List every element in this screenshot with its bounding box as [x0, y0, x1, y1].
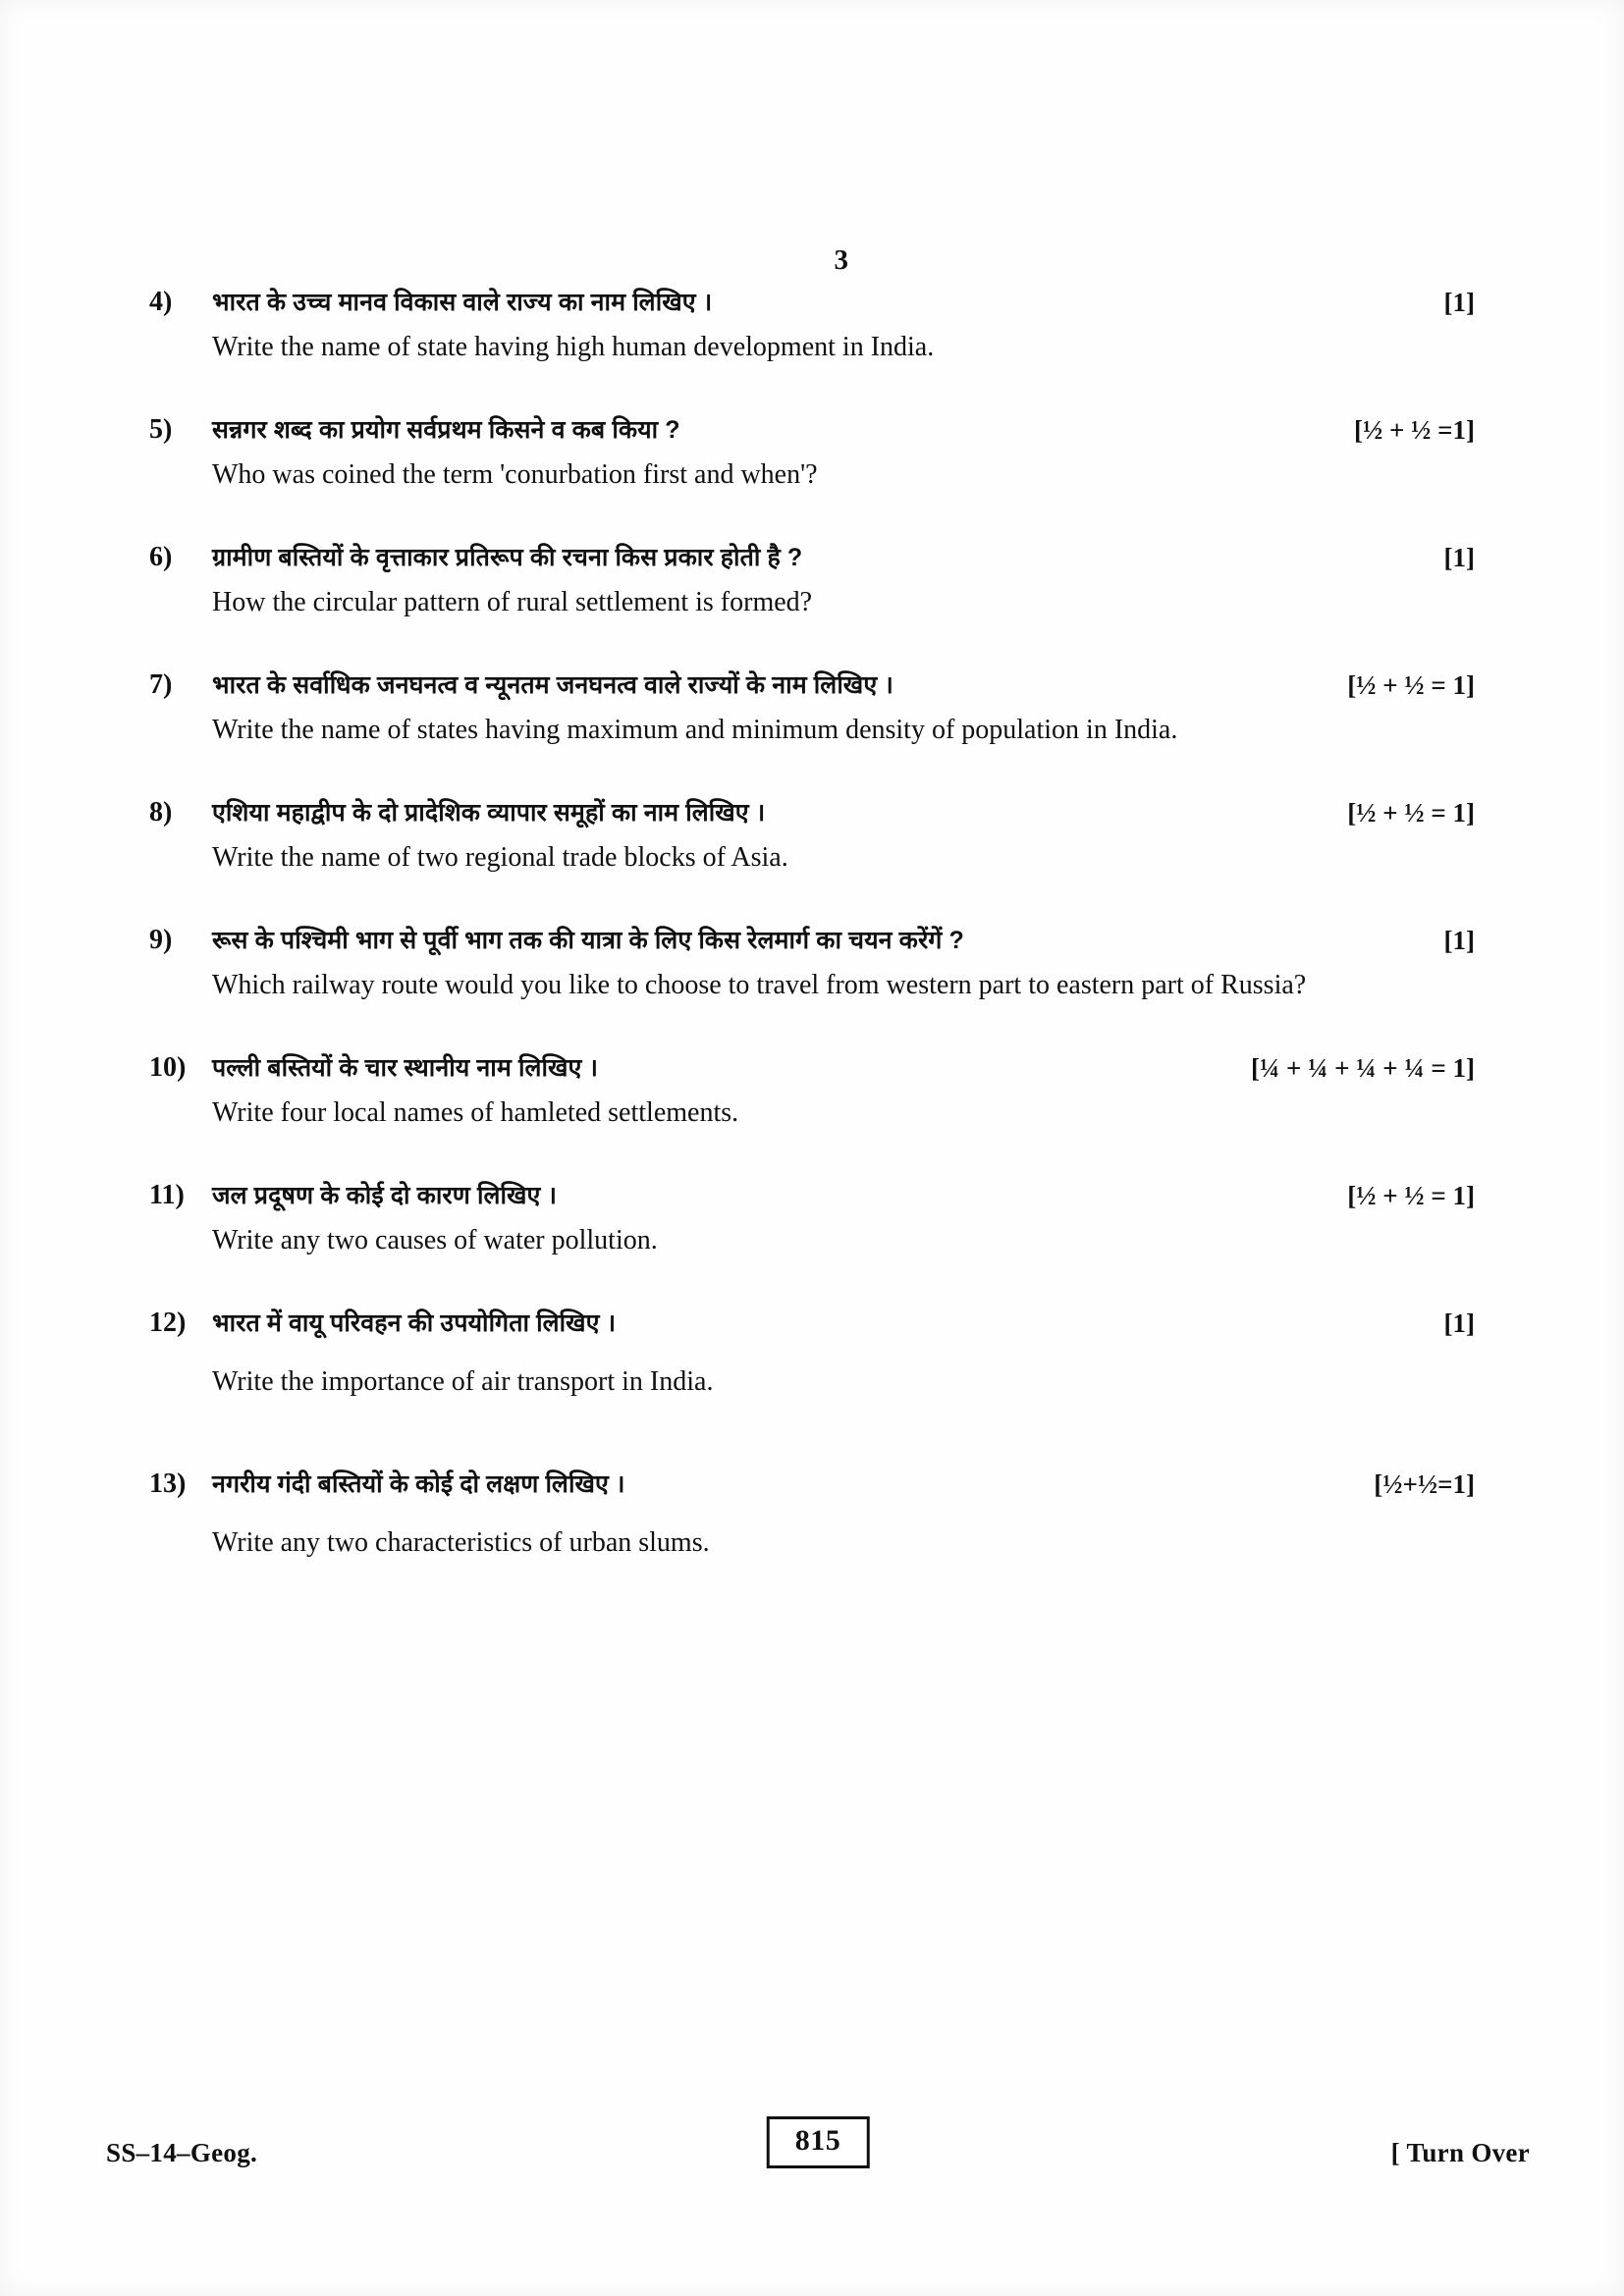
question-text-english: Write four local names of hamleted settlements. [212, 1097, 739, 1128]
paper-code-box-wrap [767, 2116, 870, 2168]
paper-code: 815 [767, 2116, 870, 2168]
question-item [149, 283, 1475, 369]
question-item [149, 410, 1475, 497]
question-text-hindi: रूस के पश्चिमी भाग से पूर्वी भाग तक की यात्रा के लिए किस रेलमार्ग का चयन करेंगें ? [212, 927, 964, 954]
question-english-wrap [212, 1215, 1475, 1262]
question-hindi-wrap [212, 1048, 1172, 1088]
question-header-row [149, 1465, 1475, 1504]
question-item [149, 1304, 1475, 1404]
question-english-row [149, 577, 1475, 624]
question-text-english: Write the importance of air transport in India. [212, 1366, 714, 1397]
question-text-english: Write the name of state having high human development in India. [212, 332, 935, 362]
question-number: 6) [149, 542, 173, 572]
question-english-row [149, 832, 1475, 880]
question-text-hindi: भारत के सर्वाधिक जनघनत्व व न्यूनतम जनघनत्व वाले राज्यों के नाम लिखिए । [212, 671, 893, 699]
question-header-row [149, 538, 1475, 577]
question-marks: [½ + ½ = 1] [1347, 798, 1475, 828]
question-text-hindi: ग्रामीण बस्तियों के वृत्ताकार प्रतिरूप की रचना किस प्रकार होती है ? [212, 544, 803, 571]
question-item [149, 921, 1475, 1007]
question-marks: [1] [1443, 288, 1475, 317]
question-text-hindi: नगरीय गंदी बस्तियों के कोई दो लक्षण लिखिए । [212, 1470, 625, 1498]
turn-over-label: [ Turn Over [1390, 2138, 1530, 2167]
question-text-english: Write the name of states having maximum and minimum density of population in India. [212, 715, 1178, 745]
question-header-row [149, 1304, 1475, 1343]
question-text-english: How the circular pattern of rural settlement is formed? [212, 587, 813, 617]
question-item [149, 1176, 1475, 1262]
question-marks: [½ + ½ = 1] [1347, 670, 1475, 700]
question-english-wrap [212, 577, 1475, 624]
question-hindi-wrap [212, 666, 1265, 705]
question-text-english: Write any two causes of water pollution. [212, 1225, 658, 1255]
question-english-wrap [212, 1357, 1475, 1404]
question-english-wrap [212, 322, 1475, 369]
question-english-row [149, 705, 1475, 752]
question-english-row [149, 322, 1475, 369]
question-english-wrap [212, 705, 1475, 752]
question-marks: [½ + ½ = 1] [1347, 1181, 1475, 1210]
question-item [149, 793, 1475, 880]
question-marks: [1] [1443, 926, 1475, 955]
question-header-row [149, 283, 1475, 322]
question-english-wrap [212, 960, 1475, 1007]
page-content [149, 245, 1475, 1606]
question-number: 9) [149, 925, 173, 955]
question-text-english: Which railway route would you like to choose to travel from western part to eastern part of Russia? [212, 970, 1307, 1000]
question-hindi-wrap [212, 921, 1292, 960]
question-number: 7) [149, 669, 173, 700]
question-header-row [149, 666, 1475, 705]
question-number: 5) [149, 414, 173, 445]
question-header-row [149, 1176, 1475, 1215]
question-hindi-wrap [212, 538, 1292, 577]
question-english-row [149, 1357, 1475, 1404]
question-item [149, 538, 1475, 624]
page-number: 3 [834, 244, 849, 276]
question-text-english: Who was coined the term 'conurbation first and when'? [212, 459, 818, 490]
question-header-row [149, 921, 1475, 960]
question-english-wrap [212, 450, 1475, 497]
question-text-hindi: एशिया महाद्वीप के दो प्रादेशिक व्यापार समूहों का नाम लिखिए । [212, 799, 766, 827]
question-number: 12) [149, 1308, 187, 1338]
question-english-wrap [212, 1518, 1475, 1565]
question-english-row [149, 1215, 1475, 1262]
question-number: 10) [149, 1052, 187, 1083]
question-header-row [149, 1048, 1475, 1088]
question-marks: [1] [1443, 1308, 1475, 1338]
question-text-hindi: भारत में वायू परिवहन की उपयोगिता लिखिए । [212, 1309, 617, 1337]
question-text-hindi: सन्नगर शब्द का प्रयोग सर्वप्रथम किसने व कब किया ? [212, 416, 680, 444]
question-item [149, 666, 1475, 752]
question-english-row [149, 1088, 1475, 1135]
question-number: 4) [149, 287, 173, 317]
subject-code: SS–14–Geog. [106, 2138, 258, 2167]
question-text-hindi: भारत के उच्च मानव विकास वाले राज्य का नाम लिखिए । [212, 289, 713, 316]
question-hindi-wrap [212, 1465, 1265, 1504]
question-english-wrap [212, 832, 1475, 880]
question-hindi-wrap [212, 410, 1265, 450]
question-marks: [¼ + ¼ + ¼ + ¼ = 1] [1250, 1053, 1475, 1083]
question-hindi-wrap [212, 1304, 1292, 1343]
question-text-hindi: पल्ली बस्तियों के चार स्थानीय नाम लिखिए । [212, 1054, 599, 1082]
question-marks: [1] [1443, 543, 1475, 572]
question-marks: [½+½=1] [1374, 1469, 1475, 1499]
question-marks: [½ + ½ =1] [1353, 415, 1475, 445]
question-number: 13) [149, 1468, 187, 1499]
question-hindi-wrap [212, 1176, 1265, 1215]
question-english-wrap [212, 1088, 1475, 1135]
question-english-row [149, 960, 1475, 1007]
question-text-english: Write the name of two regional trade blocks of Asia. [212, 842, 788, 873]
question-number: 8) [149, 797, 173, 828]
question-text-hindi: जल प्रदूषण के कोई दो कारण लिखिए । [212, 1182, 558, 1209]
question-hindi-wrap [212, 793, 1265, 832]
page-footer [106, 2124, 1530, 2168]
question-item [149, 1048, 1475, 1135]
question-number: 11) [149, 1180, 185, 1210]
question-header-row [149, 410, 1475, 450]
question-header-row [149, 793, 1475, 832]
question-hindi-wrap [212, 283, 1292, 322]
question-english-row [149, 1518, 1475, 1565]
question-item [149, 1465, 1475, 1565]
question-english-row [149, 450, 1475, 497]
question-text-english: Write any two characteristics of urban slums. [212, 1527, 710, 1558]
